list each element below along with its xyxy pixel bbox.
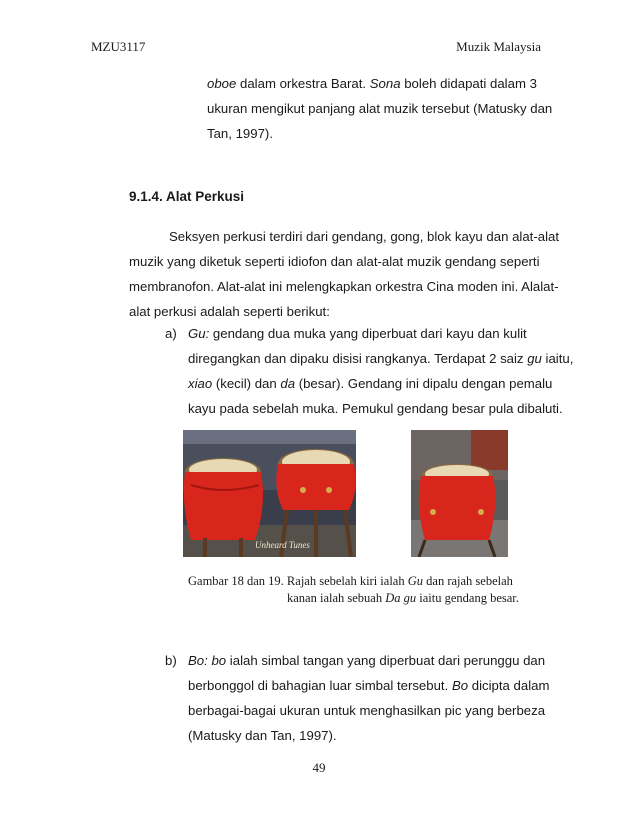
italic-term: da [280,376,296,391]
da-gu-photo [411,430,508,557]
text-line [129,224,559,249]
text-run: alat perkusi adalah seperti berikut: [129,304,330,319]
caption-line [188,590,519,607]
text-run: berbagai-bagai ukuran untuk menghasilkan pic yang berbeza [188,703,546,718]
italic-term: Gu: [188,326,210,341]
course-title: Muzik Malaysia [456,39,541,54]
text-run: membranofon. Alat-alat ini melengkapkan orkestra Cina moden ini. Alalat- [129,279,559,294]
text-run: (besar). Gendang ini dipalu dengan pemalu [295,376,553,391]
gu-drums-illustration [183,430,356,557]
list-marker-b: b) [165,653,177,668]
text-line [188,396,573,421]
text-line [188,321,573,346]
italic-term: Da gu [385,591,417,605]
italic-term: oboe [207,76,237,91]
text-run: Gambar 18 dan 19. Rajah sebelah kiri ialah [188,574,408,588]
text-run: dicipta dalam [468,678,550,693]
list-marker-a: a) [165,326,177,341]
text-run: diregangkan dan dipaku disisi rangkanya. Terdapat 2 saiz [188,351,528,366]
page-number: 49 [312,760,326,775]
italic-term: gu [527,351,542,366]
text-run: (kecil) dan [212,376,281,391]
section-heading: 9.1.4. Alat Perkusi [129,189,245,204]
text-line [207,71,552,96]
text-run: dalam orkestra Barat. [236,76,370,91]
italic-term: Gu [407,574,424,588]
da-gu-illustration [411,430,508,557]
list-item-b [188,648,549,748]
text-line [207,96,552,121]
gu-drums-photo [183,430,356,557]
text-line [188,723,549,748]
text-run: dan rajah sebelah [423,574,513,588]
text-run: iaitu, [541,351,574,366]
text-run: Tan, 1997). [207,126,273,141]
text-run: gendang dua muka yang diperbuat dari kayu dan kulit [209,326,527,341]
text-run: Seksyen perkusi terdiri dari gendang, gong, blok kayu dan alat-alat [169,229,560,244]
text-line [188,698,549,723]
italic-term: Bo [451,678,469,693]
italic-term: Bo: bo [188,653,227,668]
list-item-a [188,321,573,421]
italic-term: xiao [188,376,213,391]
section-paragraph [129,224,559,324]
caption-line [188,573,519,590]
figure-caption [188,573,519,607]
text-run: iaitu gendang besar. [416,591,519,605]
text-line [129,274,559,299]
italic-term: Sona [369,76,401,91]
text-run: muzik yang diketuk seperti idiofon dan alat-alat muzik gendang seperti [129,254,540,269]
text-run: berbonggol di bahagian luar simbal tersebut. [188,678,452,693]
photo-watermark: Unheard Tunes [255,540,310,550]
text-run: ialah simbal tangan yang diperbuat dari perunggu dan [226,653,546,668]
text-line [188,346,573,371]
text-line [188,648,549,673]
text-run: (Matusky dan Tan, 1997). [188,728,337,743]
doc-code: MZU3117 [91,39,146,54]
text-line [207,121,552,146]
text-line [188,371,573,396]
text-run: ukuran mengikut panjang alat muzik tersebut (Matusky dan [207,101,553,116]
text-line [129,249,559,274]
intro-paragraph [207,71,552,146]
text-run: boleh didapati dalam 3 [400,76,537,91]
text-run: kayu pada sebelah muka. Pemukul gendang besar pula dibaluti. [188,401,563,416]
text-run: kanan ialah sebuah [287,591,386,605]
text-line [188,673,549,698]
